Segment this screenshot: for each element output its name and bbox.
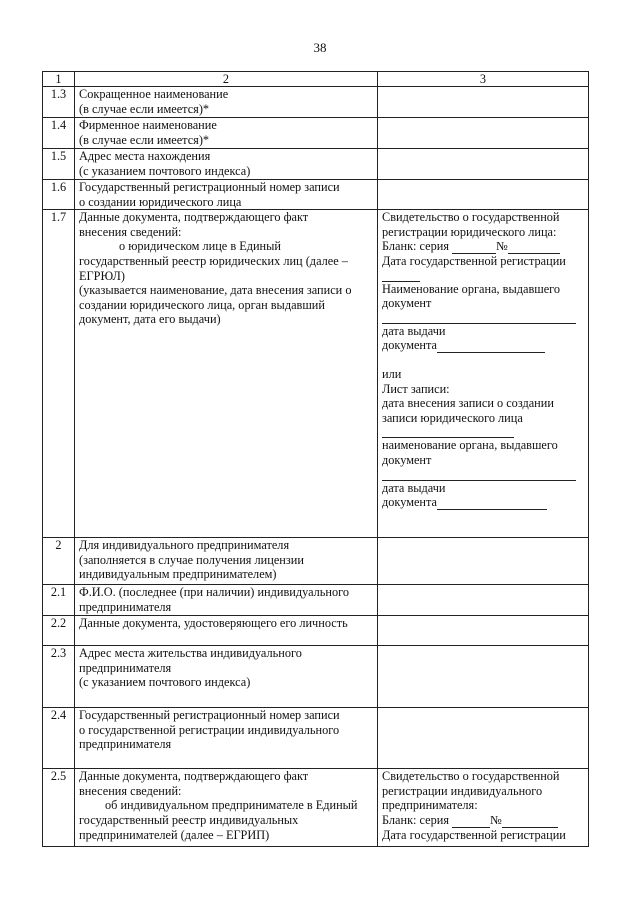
row-label-line: (с указанием почтового индекса) bbox=[79, 163, 251, 178]
row-number: 2.1 bbox=[43, 585, 75, 616]
issue-date-label: дата выдачи bbox=[382, 323, 446, 338]
header-col-3: 3 bbox=[378, 72, 589, 87]
certificate-line: Свидетельство о государственной bbox=[382, 769, 560, 784]
certificate-line: Свидетельство о государственной bbox=[382, 210, 560, 225]
row-label bbox=[75, 646, 378, 708]
row-label bbox=[75, 118, 378, 149]
row-label-line: (в случае если имеется)* bbox=[79, 101, 210, 116]
row-value-field[interactable] bbox=[378, 646, 589, 708]
row-label bbox=[75, 210, 378, 538]
table-row bbox=[43, 538, 589, 585]
table-row bbox=[43, 616, 589, 646]
row-number: 2.2 bbox=[43, 616, 75, 646]
blank-series-label: Бланк: серия bbox=[382, 812, 449, 827]
row-label-line: Государственный регистрационный номер записи bbox=[79, 708, 340, 723]
row-number: 1.3 bbox=[43, 87, 75, 118]
row-value-field[interactable] bbox=[378, 87, 589, 118]
row-label-line: внесения сведений: bbox=[79, 783, 182, 798]
number-sign: № bbox=[496, 239, 508, 254]
table-row bbox=[43, 769, 589, 847]
row-number: 1.6 bbox=[43, 180, 75, 210]
record-sheet-label: Лист записи: bbox=[382, 381, 450, 396]
row-number: 1.7 bbox=[43, 210, 75, 538]
row-value-field[interactable] bbox=[378, 118, 589, 149]
registration-date-label: Дата государственной регистрации bbox=[382, 827, 566, 842]
issue-date-line bbox=[382, 338, 584, 353]
row-label-line: Данные документа, подтверждающего факт bbox=[79, 769, 309, 784]
row-value-field[interactable] bbox=[378, 708, 589, 769]
row-label bbox=[75, 87, 378, 118]
license-data-table bbox=[42, 71, 589, 847]
issuing-organ-field[interactable] bbox=[382, 311, 576, 324]
row-label bbox=[75, 708, 378, 769]
row-label-line: предпринимателя bbox=[79, 737, 172, 752]
table-row bbox=[43, 210, 589, 538]
row-label-line: предпринимателя bbox=[79, 660, 172, 675]
certificate-line: предпринимателя: bbox=[382, 798, 478, 813]
blank-series-line bbox=[382, 239, 584, 254]
table-row bbox=[43, 180, 589, 210]
page-number: 38 bbox=[313, 40, 327, 55]
table-row bbox=[43, 708, 589, 769]
row-label-line: Ф.И.О. (последнее (при наличии) индивидуального bbox=[79, 585, 350, 600]
row-label-line: Для индивидуального предпринимателя bbox=[79, 538, 290, 553]
row-label-indented: об индивидуальном предпринимателе в Единый bbox=[105, 798, 358, 813]
row-number: 2.5 bbox=[43, 769, 75, 847]
number-field[interactable] bbox=[508, 242, 560, 254]
table-row bbox=[43, 585, 589, 616]
row-number: 1.5 bbox=[43, 149, 75, 180]
row-label-line: внесения сведений: bbox=[79, 224, 182, 239]
issuing-organ-label: документ bbox=[382, 296, 432, 311]
entry-date-label: дата внесения записи о создании bbox=[382, 396, 554, 411]
issuing-organ-label: наименование органа, выдавшего bbox=[382, 438, 558, 453]
entry-date-label: записи юридического лица bbox=[382, 410, 523, 425]
row-label-line: Сокращенное наименование bbox=[79, 87, 229, 101]
row-label-line: (заполняется в случае получения лицензии bbox=[79, 552, 304, 567]
row-label-line: индивидуальным предпринимателем) bbox=[79, 567, 277, 582]
row-label bbox=[75, 180, 378, 210]
row-label bbox=[75, 585, 378, 616]
issue-date-line bbox=[382, 495, 584, 510]
or-label: или bbox=[382, 366, 402, 381]
row-label-line: Адрес места жительства индивидуального bbox=[79, 646, 302, 661]
row-number: 1.4 bbox=[43, 118, 75, 149]
row-label-line: о создании юридического лица bbox=[79, 194, 242, 209]
row-value-cell bbox=[378, 210, 589, 538]
row-label bbox=[75, 149, 378, 180]
table-row bbox=[43, 87, 589, 118]
series-field[interactable] bbox=[452, 816, 490, 828]
series-field[interactable] bbox=[452, 242, 496, 254]
row-value-field[interactable] bbox=[378, 585, 589, 616]
issue-date-label: документа bbox=[382, 495, 437, 510]
registration-date-label: Дата государственной регистрации bbox=[382, 253, 566, 268]
entry-date-field[interactable] bbox=[382, 425, 514, 438]
blank-series-line bbox=[382, 813, 584, 828]
row-label-line: предпринимателя bbox=[79, 599, 172, 614]
row-label-tail: государственный реестр индивидуальных предпринимателей (далее – ЕГРИП) bbox=[79, 812, 299, 842]
row-label bbox=[75, 538, 378, 585]
registration-date-field[interactable] bbox=[382, 269, 420, 282]
certificate-line: регистрации индивидуального bbox=[382, 783, 543, 798]
row-label-line: Фирменное наименование bbox=[79, 118, 217, 132]
row-label-line: Адрес места нахождения bbox=[79, 149, 211, 163]
table-row bbox=[43, 646, 589, 708]
header-col-1: 1 bbox=[43, 72, 75, 87]
row-label-line: Данные документа, подтверждающего факт bbox=[79, 210, 309, 225]
issue-date-label: дата выдачи bbox=[382, 480, 446, 495]
row-value-field[interactable] bbox=[378, 616, 589, 646]
row-label-line: о государственной регистрации индивидуального bbox=[79, 722, 340, 737]
header-col-2: 2 bbox=[75, 72, 378, 87]
issuing-organ-label: документ bbox=[382, 452, 432, 467]
blank-series-label: Бланк: серия bbox=[382, 239, 449, 254]
row-label-line: Данные документа, удостоверяющего его личность bbox=[79, 616, 348, 631]
row-number: 2.3 bbox=[43, 646, 75, 708]
row-label-line: (с указанием почтового индекса) bbox=[79, 675, 251, 690]
row-label bbox=[75, 769, 378, 847]
issuing-organ-label: Наименование органа, выдавшего bbox=[382, 281, 561, 296]
row-number: 2 bbox=[43, 538, 75, 585]
row-value-cell bbox=[378, 769, 589, 847]
number-field[interactable] bbox=[502, 816, 558, 828]
row-value-field[interactable] bbox=[378, 180, 589, 210]
row-value-field[interactable] bbox=[378, 538, 589, 585]
issue-date-field[interactable] bbox=[437, 341, 545, 353]
issue-date-field[interactable] bbox=[437, 498, 547, 510]
table-row bbox=[43, 149, 589, 180]
row-label bbox=[75, 616, 378, 646]
row-label-line: (в случае если имеется)* bbox=[79, 132, 210, 147]
row-label-line: Государственный регистрационный номер записи bbox=[79, 180, 340, 194]
table-header-row bbox=[43, 72, 589, 87]
table-row bbox=[43, 118, 589, 149]
issuing-organ-field[interactable] bbox=[382, 468, 576, 481]
row-value-field[interactable] bbox=[378, 149, 589, 180]
number-sign: № bbox=[490, 812, 502, 827]
row-label-indented: о юридическом лице в Единый государственный реестр юридических лиц (далее – ЕГРЮЛ) bbox=[79, 239, 348, 283]
certificate-line: регистрации юридического лица: bbox=[382, 224, 557, 239]
row-number: 2.4 bbox=[43, 708, 75, 769]
issue-date-label: документа bbox=[382, 338, 437, 353]
row-label-note: (указывается наименование, дата внесения записи о создании юридического лица, орган выдавший документ, дата его выдачи) bbox=[79, 283, 352, 327]
